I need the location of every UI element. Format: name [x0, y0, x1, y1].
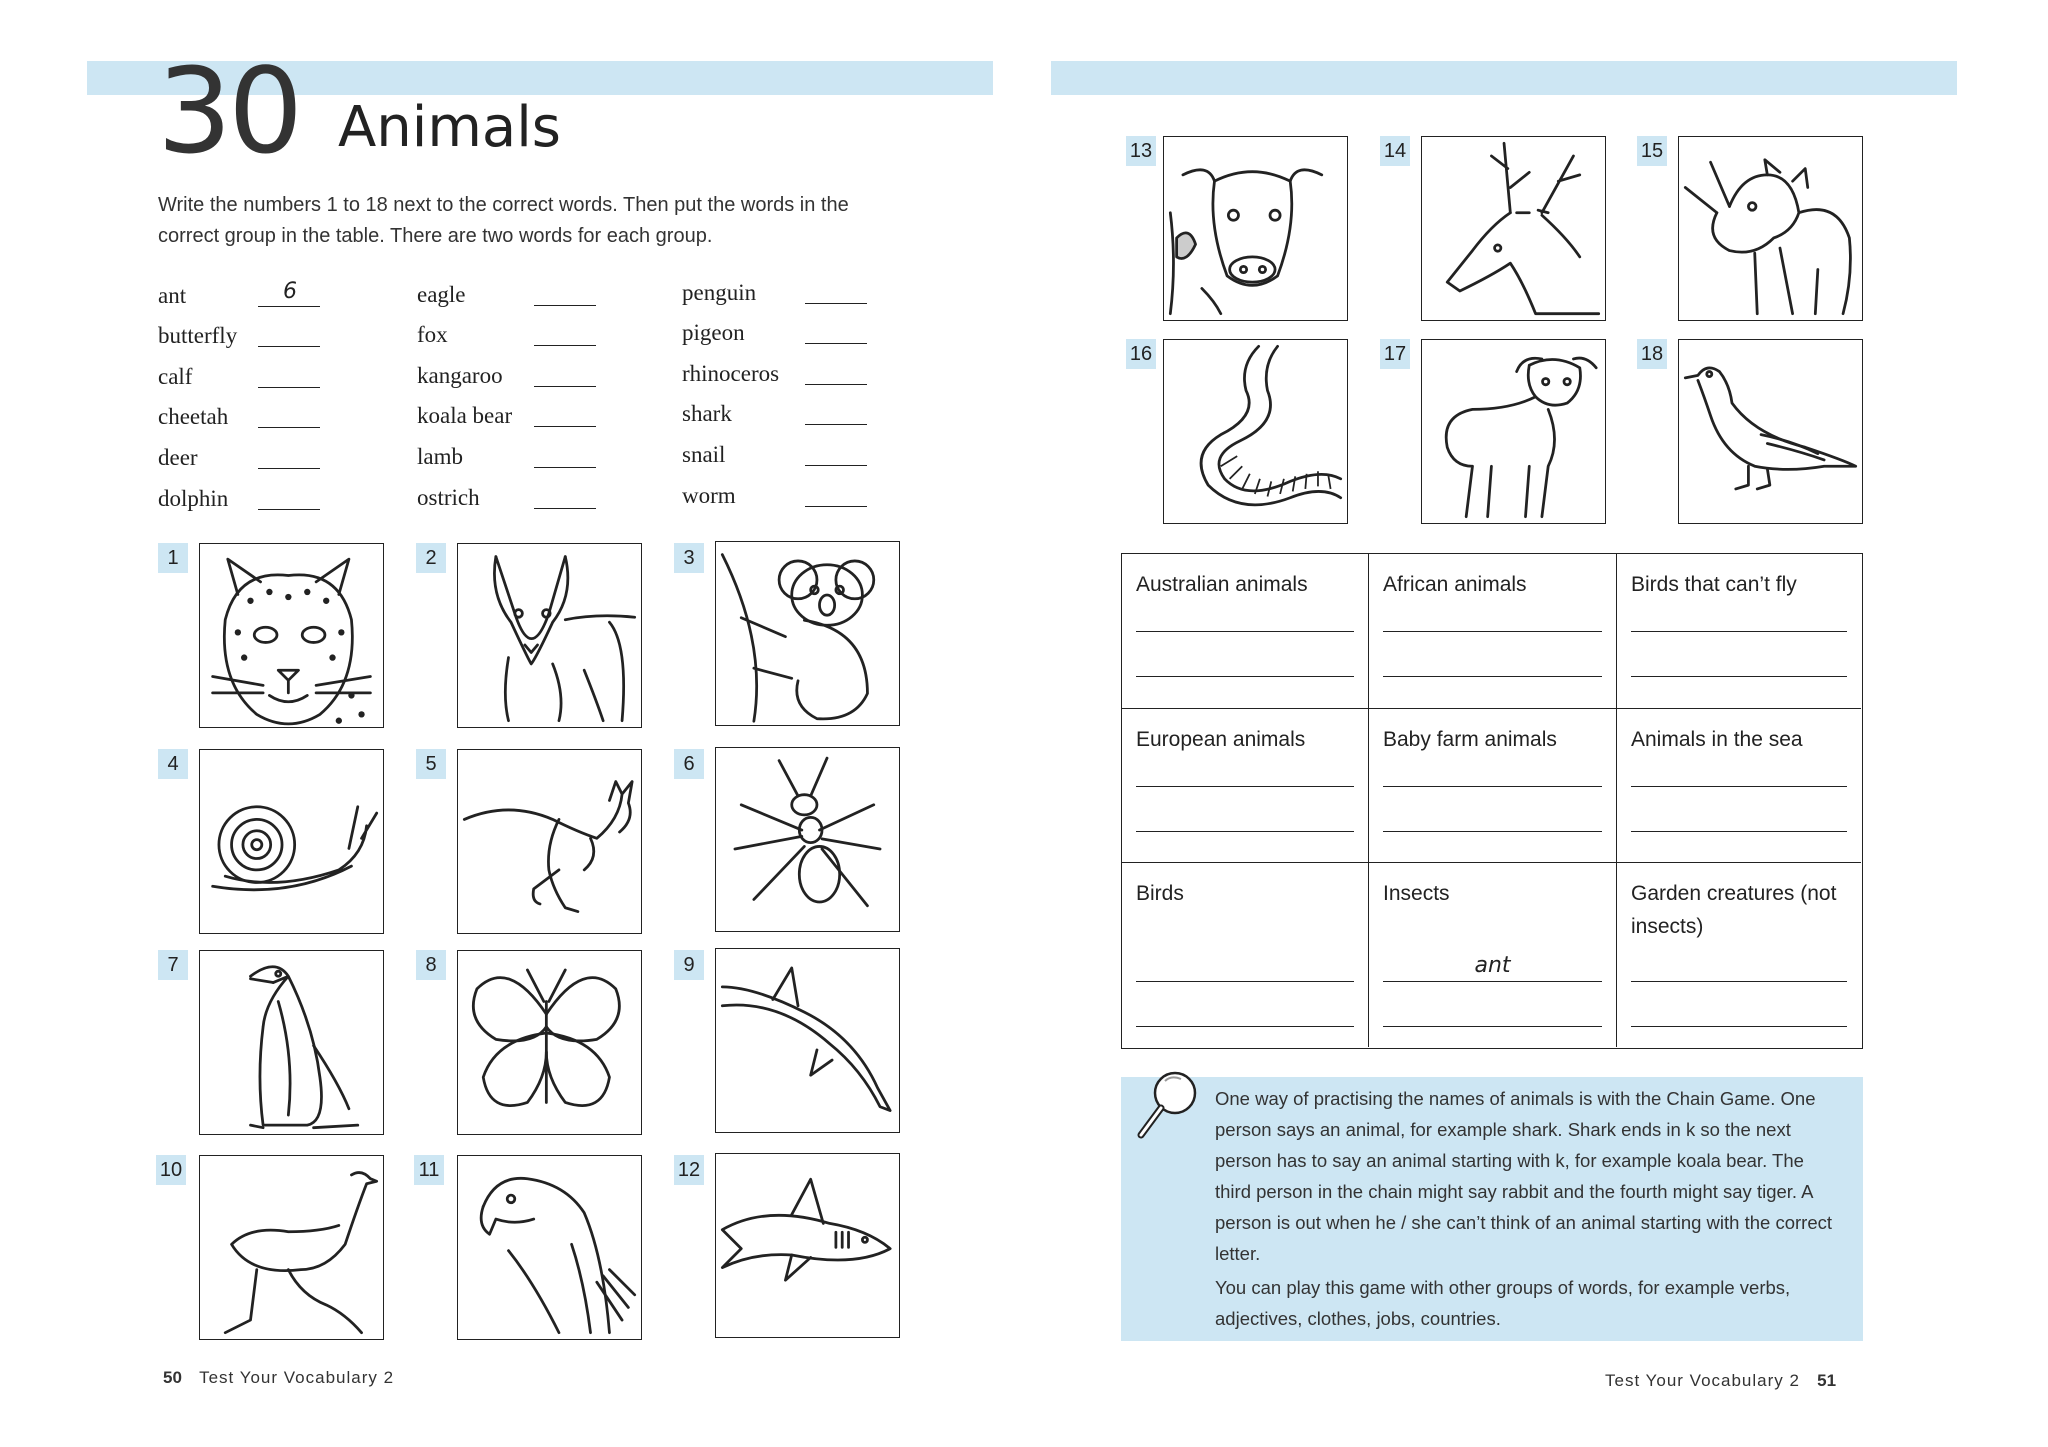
- picture-number: 15: [1637, 136, 1667, 166]
- picture-number: 6: [674, 749, 704, 779]
- word-worm: worm: [682, 483, 736, 508]
- group-heading: Insects: [1383, 882, 1450, 905]
- koala-picture: [715, 541, 900, 726]
- table-cell: [1122, 709, 1369, 863]
- penguin-picture: [199, 950, 384, 1135]
- table-cell: [1369, 863, 1617, 1047]
- word-fox: fox: [417, 321, 448, 347]
- tip-paragraph-2: You can play this game with other groups of words, for example verbs, adjectives, clothes, jobs, countries.: [1215, 1277, 1791, 1329]
- word-eagle: eagle: [417, 281, 466, 307]
- answer-blank[interactable]: [534, 386, 596, 387]
- tip-paragraph-1: One way of practising the names of animals is with the Chain Game. One person says an animal, for example shark. Shark ends in k so the next person has to say an animal starting with k, for example koala bear. The third person in the chain might say rabbit and the fourth might say tiger. A person is out when he / she can’t think of an animal starting with the correct letter.: [1215, 1088, 1832, 1264]
- picture-number: 4: [158, 749, 188, 779]
- answer-blank[interactable]: [534, 345, 596, 346]
- picture-number: 8: [416, 950, 446, 980]
- answer-line[interactable]: [1383, 981, 1602, 982]
- word-penguin: penguin: [682, 280, 757, 305]
- right-footer: [1605, 1371, 1836, 1391]
- butterfly-picture: [457, 950, 642, 1135]
- picture-number: 9: [674, 950, 704, 980]
- word-deer: deer: [158, 445, 198, 470]
- kangaroo-picture: [457, 749, 642, 934]
- table-cell: [1122, 863, 1369, 1047]
- word-pigeon: pigeon: [682, 320, 745, 345]
- group-heading: Australian animals: [1136, 573, 1308, 596]
- picture-number: 18: [1637, 339, 1667, 369]
- picture-number: 17: [1380, 339, 1410, 369]
- answer-blank[interactable]: [258, 509, 320, 510]
- answer-line[interactable]: [1136, 786, 1354, 787]
- answer-line[interactable]: [1383, 831, 1602, 832]
- picture-number: 11: [414, 1155, 444, 1185]
- lamb-picture: [1421, 339, 1606, 524]
- picture-number: 1: [158, 543, 188, 573]
- rhinoceros-picture: [1678, 136, 1863, 321]
- left-footer: [163, 1368, 394, 1388]
- answer-blank[interactable]: [805, 303, 867, 304]
- answer-line[interactable]: [1136, 676, 1354, 677]
- word-calf: calf: [158, 364, 193, 389]
- right-header-bar: [1051, 61, 1957, 95]
- ant-picture: [715, 747, 900, 932]
- picture-number: 3: [674, 543, 704, 573]
- table-cell: [1369, 709, 1617, 863]
- word-ostrich: ostrich: [417, 484, 480, 510]
- answer-blank[interactable]: [534, 305, 596, 306]
- answer-line[interactable]: [1136, 831, 1354, 832]
- table-cell: [1369, 554, 1617, 709]
- word-snail: snail: [682, 442, 726, 467]
- group-heading: Birds: [1136, 882, 1184, 905]
- left-page-number: 50: [163, 1368, 182, 1387]
- answer-blank[interactable]: [258, 346, 320, 347]
- answer-line[interactable]: [1136, 631, 1354, 632]
- answer-blank[interactable]: [805, 384, 867, 385]
- group-heading: Birds that can’t fly: [1631, 573, 1797, 596]
- picture-number: 5: [416, 749, 446, 779]
- snail-picture: [199, 749, 384, 934]
- answer-blank[interactable]: [805, 506, 867, 507]
- right-page-number: 51: [1817, 1371, 1837, 1390]
- answer-blank[interactable]: [534, 426, 596, 427]
- eagle-picture: [457, 1155, 642, 1340]
- picture-number: 13: [1126, 136, 1156, 166]
- picture-number: 2: [416, 543, 446, 573]
- instructions: Write the numbers 1 to 18 next to the correct words. Then put the words in the correct group in the table. There are two words for each group.: [158, 194, 849, 247]
- picture-number: 10: [156, 1155, 186, 1185]
- table-cell: [1617, 863, 1861, 1047]
- word-cheetah: cheetah: [158, 404, 229, 429]
- table-cell: [1617, 709, 1861, 863]
- answer-line[interactable]: [1383, 1026, 1602, 1027]
- answer-blank[interactable]: [258, 306, 320, 307]
- picture-number: 14: [1380, 136, 1410, 166]
- answer-line[interactable]: [1631, 831, 1847, 832]
- word-kangaroo: kangaroo: [417, 362, 503, 388]
- right-book-title: Test Your Vocabulary 2: [1605, 1371, 1800, 1390]
- word-rhinoceros: rhinoceros: [682, 361, 780, 386]
- calf-picture: [1163, 136, 1348, 321]
- answer-line[interactable]: [1383, 786, 1602, 787]
- left-book-title: Test Your Vocabulary 2: [199, 1368, 395, 1387]
- unit-title: Animals: [338, 95, 561, 160]
- answer-line[interactable]: [1631, 786, 1847, 787]
- answer-line[interactable]: [1136, 981, 1354, 982]
- answer-line[interactable]: [1136, 1026, 1354, 1027]
- word-dolphin: dolphin: [158, 486, 229, 511]
- word-shark: shark: [682, 401, 732, 426]
- answer-blank[interactable]: [805, 343, 867, 344]
- answer-blank[interactable]: [258, 387, 320, 388]
- answer-blank[interactable]: [258, 468, 320, 469]
- picture-number: 12: [674, 1155, 704, 1185]
- answer-line[interactable]: [1383, 676, 1602, 677]
- picture-number: 7: [158, 950, 188, 980]
- table-cell: [1122, 554, 1369, 709]
- answer-blank[interactable]: [805, 424, 867, 425]
- ostrich-picture: [199, 1155, 384, 1340]
- answer-line[interactable]: [1631, 676, 1847, 677]
- deer-picture: [1421, 136, 1606, 321]
- worm-picture: [1163, 339, 1348, 524]
- tip-box: [1121, 1077, 1863, 1341]
- group-heading: Baby farm animals: [1383, 728, 1557, 751]
- classification-table: [1121, 553, 1863, 1049]
- word-butterfly: butterfly: [158, 323, 238, 348]
- answer-line[interactable]: [1631, 631, 1847, 632]
- fox-picture: [457, 543, 642, 728]
- group-heading: Animals in the sea: [1631, 728, 1803, 751]
- table-cell: [1617, 554, 1861, 709]
- group-heading: European animals: [1136, 728, 1306, 751]
- word-ant: ant: [158, 283, 187, 308]
- answer-line[interactable]: [1631, 981, 1847, 982]
- answer-line[interactable]: [1631, 1026, 1847, 1027]
- answer-blank[interactable]: [534, 467, 596, 468]
- word-koala-bear: koala bear: [417, 402, 513, 428]
- picture-number: 16: [1126, 339, 1156, 369]
- pigeon-picture: [1678, 339, 1863, 524]
- answer-blank[interactable]: [805, 465, 867, 466]
- magnifying-glass-icon: [1131, 1067, 1201, 1147]
- cheetah-picture: [199, 543, 384, 728]
- answer-text: ant: [1474, 953, 1511, 978]
- dolphin-picture: [715, 948, 900, 1133]
- unit-number: 30: [157, 42, 300, 180]
- group-heading: Garden creatures (not insects): [1631, 882, 1837, 938]
- word-lamb: lamb: [417, 443, 463, 469]
- answer-blank[interactable]: [258, 427, 320, 428]
- answer-line[interactable]: [1383, 631, 1602, 632]
- shark-picture: [715, 1153, 900, 1338]
- group-heading: African animals: [1383, 573, 1527, 596]
- answer-text: 6: [283, 279, 297, 304]
- answer-blank[interactable]: [534, 508, 596, 509]
